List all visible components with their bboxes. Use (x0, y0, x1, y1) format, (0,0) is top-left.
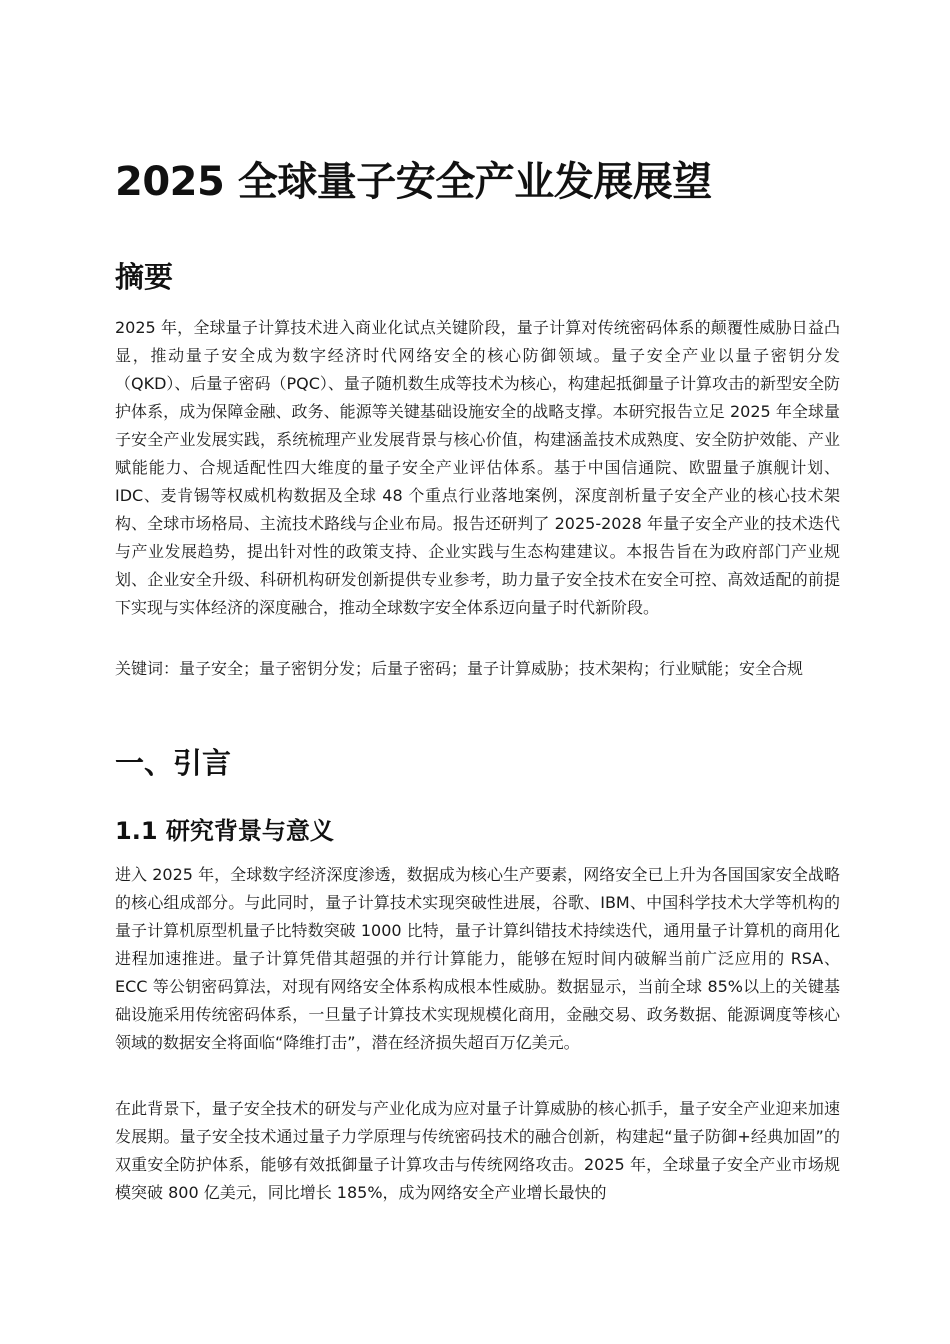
section-heading-introduction: 一、引言 (115, 746, 232, 780)
keywords-paragraph: 关键词：量子安全；量子密钥分发；后量子密码；量子计算威胁；技术架构；行业赋能；安全合规 (115, 659, 804, 678)
background-paragraph: 在此背景下，量子安全技术的研发与产业化成为应对量子计算威胁的核心抓手，量子安全产业迎来加速发展期。量子安全技术通过量子力学原理与传统密码技术的融合创新，构建起“量子防御+经典加固”的双重安全防护体系，能够有效抵御量子计算攻击与传统网络攻击。2025 年，全球量子安全产业市场规模突破 800 亿美元，同比增长 185%，成为网络安全产业增长最快的 (115, 1099, 840, 1202)
background-paragraph: 进入 2025 年，全球数字经济深度渗透，数据成为核心生产要素，网络安全已上升为各国国家安全战略的核心组成部分。与此同时，量子计算技术实现突破性进展，谷歌、IBM、中国科学技术大学等机构的量子计算机原型机量子比特数突破 1000 比特，量子计算纠错技术持续迭代，通用量子计算机的商用化进程加速推进。量子计算凭借其超强的并行计算能力，能够在短时间内破解当前广泛应用的 RSA、ECC 等公钥密码算法，对现有网络安全体系构成根本性威胁。数据显示，当前全球 85%以上的关键基础设施采用传统密码体系，一旦量子计算技术实现规模化商用，金融交易、政务数据、能源调度等核心领域的数据安全将面临“降维打击”，潜在经济损失超百万亿美元。 (115, 865, 840, 1052)
subsection-heading-background: 1.1 研究背景与意义 (115, 817, 334, 845)
abstract-heading: 摘要 (115, 260, 174, 294)
document-title: 2025 全球量子安全产业发展展望 (115, 159, 712, 205)
abstract-paragraph: 2025 年，全球量子计算技术进入商业化试点关键阶段，量子计算对传统密码体系的颠覆性威胁日益凸显，推动量子安全成为数字经济时代网络安全的核心防御领域。量子安全产业以量子密钥分发（QKD）、后量子密码（PQC）、量子随机数生成等技术为核心，构建起抵御量子计算攻击的新型安全防护体系，成为保障金融、政务、能源等关键基础设施安全的战略支撑。本研究报告立足 2025 年全球量子安全产业发展实践，系统梳理产业发展背景与核心价值，构建涵盖技术成熟度、安全防护效能、产业赋能能力、合规适配性四大维度的量子安全产业评估体系。基于中国信通院、欧盟量子旗舰计划、IDC、麦肯锡等权威机构数据及全球 48 个重点行业落地案例，深度剖析量子安全产业的核心技术架构、全球市场格局、主流技术路线与企业布局。报告还研判了 2025-2028 年量子安全产业的技术迭代与产业发展趋势，提出针对性的政策支持、企业实践与生态构建建议。本报告旨在为政府部门产业规划、企业安全升级、科研机构研发创新提供专业参考，助力量子安全技术在安全可控、高效适配的前提下实现与实体经济的深度融合，推动全球数字安全体系迈向量子时代新阶段。 (115, 318, 840, 617)
